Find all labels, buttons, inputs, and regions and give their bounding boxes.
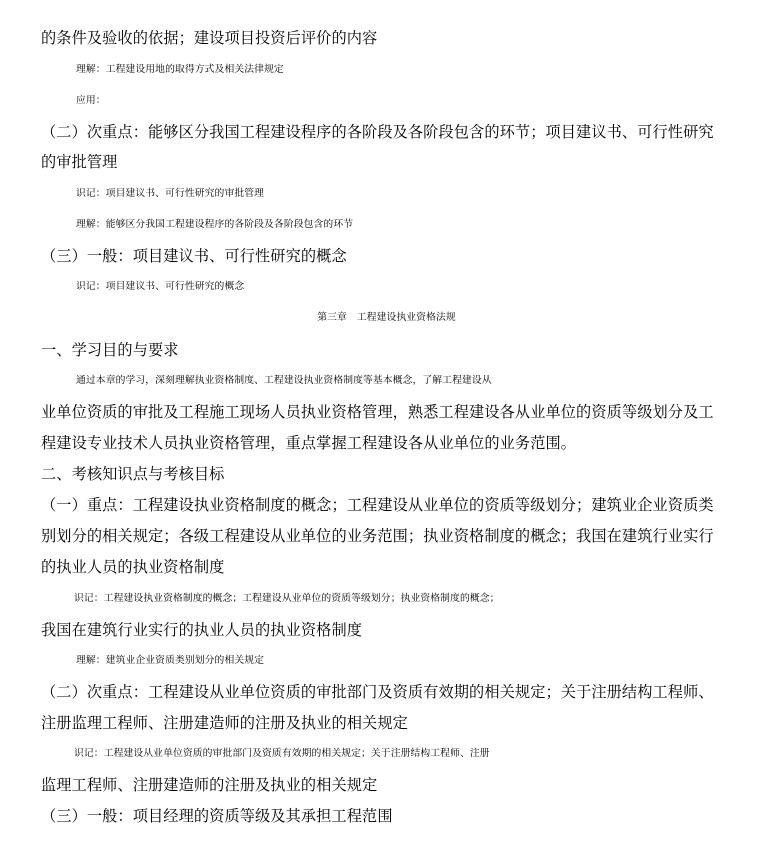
text-line-8: （三）一般：项目建议书、可行性研究的概念	[41, 247, 347, 265]
text-line-26: （三）一般：项目经理的资质等级及其承担工程范围	[41, 807, 393, 825]
text-line-20: 我国在建筑行业实行的执业人员的执业资格制度	[41, 621, 363, 639]
text-line-12: 通过本章的学习，深刻理解执业资格制度、工程建设执业资格制度等基本概念，了解工程建设从	[76, 375, 492, 386]
text-line-19: 识记：工程建设执业资格制度的概念；工程建设从业单位的资质等级划分；执业资格制度的概念；	[74, 593, 500, 604]
text-line-7: 理解：能够区分我国工程建设程序的各阶段及各阶段包含的环节	[76, 219, 354, 230]
text-line-5: 的审批管理	[41, 153, 118, 171]
text-line-16: （一）重点：工程建设执业资格制度的概念；工程建设从业单位的资质等级划分；建筑业企业资质类	[41, 496, 714, 514]
text-line-22: （二）次重点：工程建设从业单位资质的审批部门及资质有效期的相关规定；关于注册结构工程师、	[41, 683, 714, 701]
text-line-9: 识记：项目建议书、可行性研究的概念	[76, 281, 245, 292]
section-heading-2: 二、考核知识点与考核目标	[41, 465, 225, 483]
text-line-23: 注册监理工程师、注册建造师的注册及执业的相关规定	[41, 714, 408, 732]
text-line-17: 别划分的相关规定；各级工程建设从业单位的业务范围；执业资格制度的概念；我国在建筑行业实行	[41, 527, 714, 545]
text-line-3: 应用：	[76, 95, 106, 106]
text-line-25: 监理工程师、注册建造师的注册及执业的相关规定	[41, 776, 378, 794]
text-line-14: 程建设专业技术人员执业资格管理，重点掌握工程建设各从业单位的业务范围。	[41, 434, 577, 452]
text-line-4: （二）次重点：能够区分我国工程建设程序的各阶段及各阶段包含的环节；项目建议书、可行性研究	[41, 123, 714, 141]
text-line-6: 识记：项目建议书、可行性研究的审批管理	[76, 188, 265, 199]
section-heading-1: 一、学习目的与要求	[41, 341, 179, 359]
text-line-18: 的执业人员的执业资格制度	[41, 558, 225, 576]
text-line-2: 理解：工程建设用地的取得方式及相关法律规定	[76, 64, 284, 75]
text-line-13: 业单位资质的审批及工程施工现场人员执业资格管理，熟悉工程建设各从业单位的资质等级划分及工	[41, 403, 714, 421]
text-line-1: 的条件及验收的依据；建设项目投资后评价的内容	[41, 29, 378, 47]
text-line-21: 理解：建筑业企业资质类别划分的相关规定	[76, 655, 265, 666]
text-line-24: 识记：工程建设从业单位资质的审批部门及资质有效期的相关规定；关于注册结构工程师、注册	[74, 748, 490, 759]
chapter-heading: 第三章 工程建设执业资格法规	[317, 312, 456, 323]
